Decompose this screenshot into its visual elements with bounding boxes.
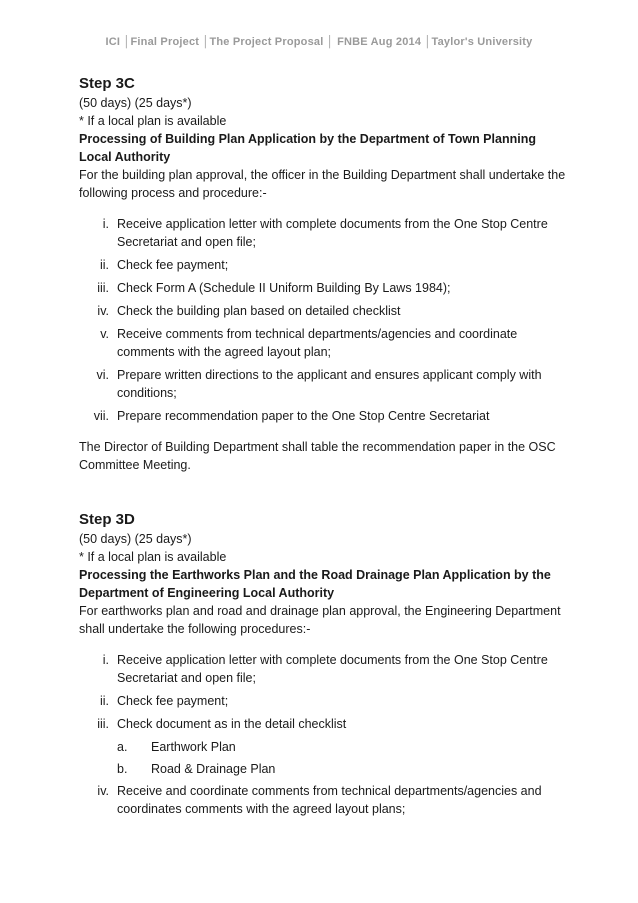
list-item-text: Check the building plan based on detailed checklist [117,304,401,318]
step-3c-title: Step 3C [79,75,135,92]
step-3c-closing: The Director of Building Department shall table the recommendation paper in the OSC Committee Meeting. [79,440,556,472]
list-item [79,279,569,297]
list-item-number: ii. [99,258,109,272]
list-item-number: v. [100,327,109,341]
step-3c-days: (50 days) (25 days*) [79,96,192,110]
list-item [79,782,569,818]
sub-list-item [117,738,569,756]
step-3c-note: * If a local plan is available [79,114,227,128]
list-item-number: iv. [97,304,109,318]
list-item-number: iv. [97,784,109,798]
list-item [79,256,569,274]
list-item-text: Receive and coordinate comments from technical departments/agencies and coordinates comments with the agreed layout plans; [117,784,542,816]
list-item [79,215,569,251]
list-item [79,325,569,361]
step-3d-title: Step 3D [79,511,135,528]
step-3c-heading: Processing of Building Plan Application by the Department of Town Planning Local Authority [79,132,536,164]
list-item-text: Prepare written directions to the applicant and ensures applicant comply with conditions; [117,368,542,400]
list-item-number: iii. [97,717,109,731]
step-3d-days: (50 days) (25 days*) [79,532,192,546]
list-item-text: Receive comments from technical departments/agencies and coordinate comments with the agreed layout plan; [117,327,518,359]
list-item [79,692,569,710]
list-item-number: iii. [97,281,109,295]
list-item [79,366,569,402]
sub-list-item-letter: a. [117,740,128,754]
list-item-number: vi. [96,368,109,382]
list-item-number: vii. [93,409,109,423]
step-3c-section [79,74,569,474]
sub-list-item-text: Earthwork Plan [151,740,236,754]
step-3c-list [79,215,569,425]
list-item-number: i. [102,217,109,231]
list-item-number: i. [102,653,109,667]
step-3c-intro: For the building plan approval, the officer in the Building Department shall undertake the following process and procedure:- [79,168,566,200]
page-header: ICI │Final Project │The Project Proposal │ FNBE Aug 2014 │Taylor's University [105,36,533,48]
list-item-text: Check fee payment; [117,694,229,708]
list-item-text: Receive application letter with complete documents from the One Stop Centre Secretariat and open file; [117,653,548,685]
list-item [79,715,569,733]
step-3d-note: * If a local plan is available [79,550,227,564]
list-item [79,302,569,320]
sub-list-item [117,760,569,778]
step-3d-heading: Processing the Earthworks Plan and the Road Drainage Plan Application by the Department of Engineering Local Authority [79,568,551,600]
step-3d-intro: For earthworks plan and road and drainage plan approval, the Engineering Department shall undertake the following procedures:- [79,604,561,636]
sub-list-item-letter: b. [117,762,128,776]
list-item-text: Check Form A (Schedule II Uniform Building By Laws 1984); [117,281,451,295]
list-item [79,651,569,687]
list-item-text: Prepare recommendation paper to the One Stop Centre Secretariat [117,409,490,423]
list-item-text: Check fee payment; [117,258,229,272]
document-body [79,74,569,823]
list-item [79,407,569,425]
step-3d-list [79,651,569,818]
list-item-text: Receive application letter with complete documents from the One Stop Centre Secretariat and open file; [117,217,548,249]
section-spacer [79,474,569,510]
step-3d-section [79,510,569,818]
list-item-number: ii. [99,694,109,708]
list-item-text: Check document as in the detail checklist [117,717,347,731]
sub-list-item-text: Road & Drainage Plan [151,762,276,776]
